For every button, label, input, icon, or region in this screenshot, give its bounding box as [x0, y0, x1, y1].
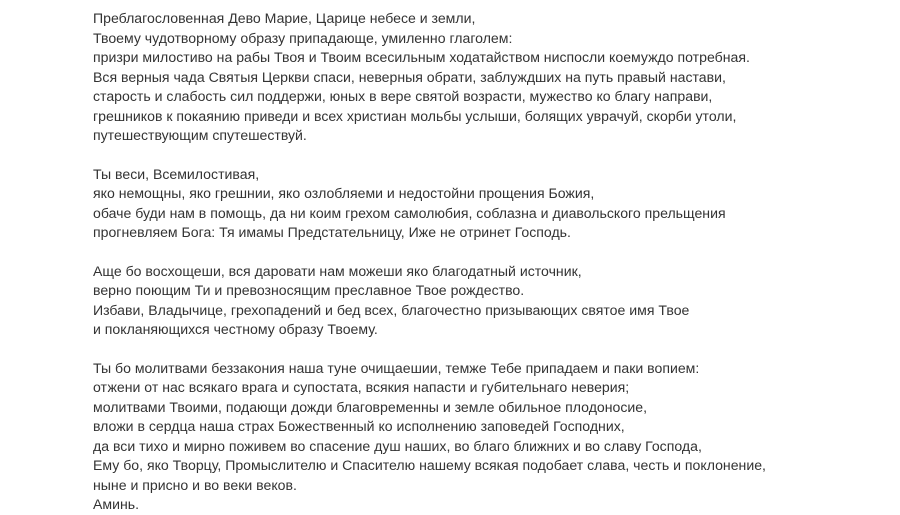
- paragraph-mercy: [93, 165, 893, 243]
- paragraph-deliverance: [93, 262, 893, 340]
- text-line: Твоему чудотворному образу припадающе, умиленно глаголем:: [93, 29, 513, 46]
- paragraph-conclusion: [93, 359, 893, 515]
- text-line: яко немощны, яко грешнии, яко озлобляеми и недостойни прощения Божия,: [93, 185, 595, 201]
- text-line: грешников к покаянию приведи и всех христиан мольбы услыши, болящих уврачуй, скорби утоли,: [93, 107, 737, 124]
- text-line: ныне и присно и во веки веков.: [93, 476, 297, 493]
- text-line: и покланяющихся честному образу Твоему.: [93, 321, 378, 337]
- text-line: прогневляем Бога: Тя имамы Предстательницу, Иже не отринет Господь.: [93, 224, 571, 240]
- text-line: Ему бо, яко Творцу, Промыслителю и Спасителю нашему всякая подобает слава, честь и поклонение,: [93, 457, 766, 473]
- text-line: обаче буди нам в помощь, да ни коим грехом самолюбия, соблазна и диавольского прельщения: [93, 204, 726, 221]
- paragraph-invocation: [93, 9, 893, 146]
- text-line: Аще бо восхощеши, вся даровати нам можеши яко благодатный источник,: [93, 262, 582, 279]
- text-line: Преблагословенная Дево Марие, Царице небесе и земли,: [93, 10, 476, 26]
- text-line: старость и слабость сил поддержи, юных в вере святой возрасти, мужество ко благу направи,: [93, 88, 713, 104]
- text-line: верно поющим Ти и превозносящим преславное Твое рождество.: [93, 282, 525, 298]
- text-line: Избави, Владычице, грехопадений и бед всех, благочестно призывающих святое имя Твое: [93, 301, 690, 318]
- text-line: Вся верныя чада Святыя Церкви спаси, неверныя обрати, заблуждших на путь правый настави,: [93, 68, 726, 85]
- prayer-text: [93, 9, 893, 515]
- text-line: путешествующим спутешествуй.: [93, 127, 307, 143]
- text-line: Ты веси, Всемилостивая,: [93, 165, 260, 182]
- text-line: Аминь.: [93, 496, 140, 512]
- text-line: отжени от нас всякаго врага и супостата, всякия напасти и губительнаго неверия;: [93, 379, 630, 395]
- text-line: призри милостиво на рабы Твоя и Твоим всесильным ходатайством ниспосли коемуждо потребная.: [93, 49, 750, 65]
- text-line: вложи в сердца наша страх Божественный ко исполнению заповедей Господних,: [93, 418, 625, 434]
- text-line: Ты бо молитвами беззакония наша туне очищаешии, темже Тебе припадаем и паки вопием:: [93, 359, 700, 376]
- text-line: да вси тихо и мирно поживем во спасение душ наших, во благо ближних и во славу Господа,: [93, 437, 702, 454]
- text-line: молитвами Твоими, подающи дожди благовременны и земле обильное плодоносие,: [93, 398, 648, 415]
